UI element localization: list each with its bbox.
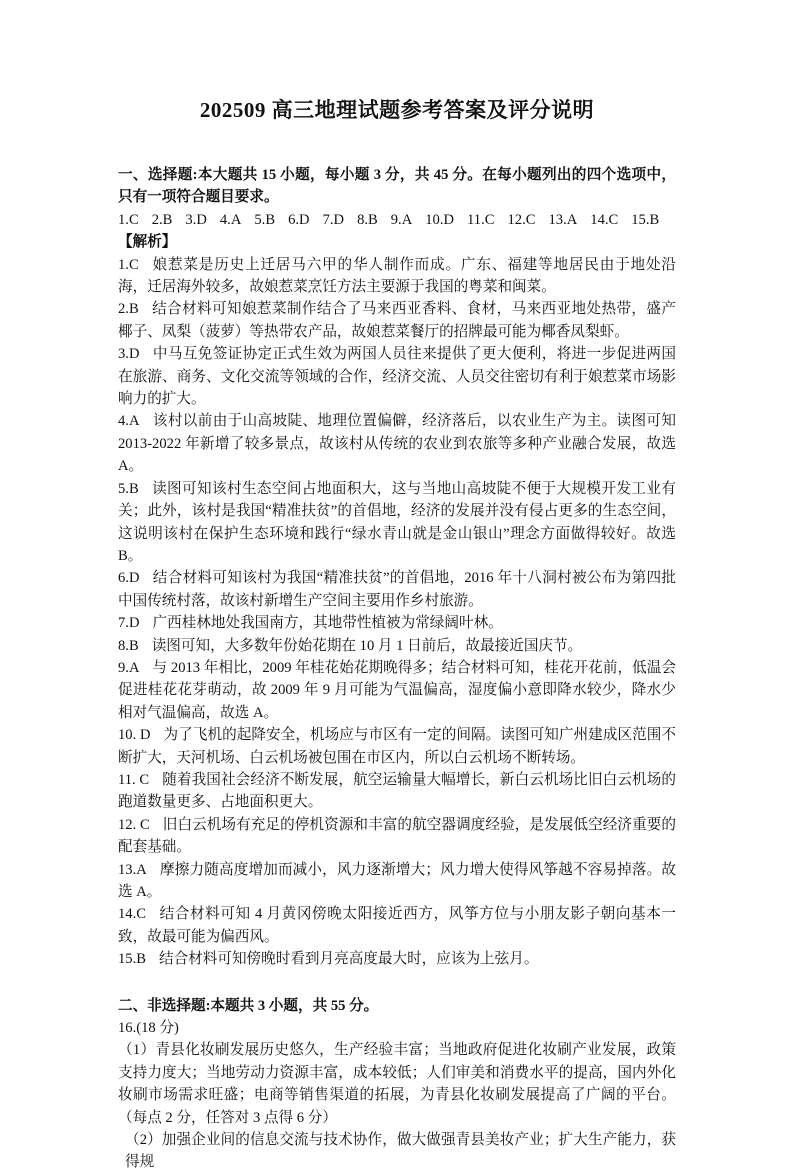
answer-item: 4.A: [219, 211, 242, 228]
analysis-label: 【解析】: [118, 234, 177, 251]
explanation-text: 结合材料可知娘惹菜制作结合了马来西亚香料、食材，马来西亚地处热带，盛产椰子、凤梨（菠萝）等热带农产品，故娘惹菜餐厅的招牌最可能为椰香凤梨虾。: [118, 301, 676, 340]
explanation-item: [118, 769, 676, 814]
explanation-item: [118, 343, 676, 410]
question-16-part-2: （2）加强企业间的信息交流与技术协作，做大做强青县美妆产业；扩大生产能力，获得规: [125, 1132, 676, 1171]
answer-item: 9.A: [390, 211, 413, 228]
answer-item: 12.C: [507, 211, 536, 228]
explanation-item: [118, 298, 676, 343]
explanation-text: 娘惹菜是历史上迁居马六甲的华人制作而成。广东、福建等地居民由于地处沿海，迁居海外较多，故娘惹菜烹饪方法主要源于我国的粤菜和闽菜。: [118, 256, 676, 296]
explanation-number: 12. C: [118, 816, 150, 833]
answer-item: 13.A: [548, 211, 578, 228]
explanation-text: 为了飞机的起降安全，机场应与市区有一定的间隔。读图可知广州建成区范围不断扩大，天河机场、白云机场被包围在市区内，所以白云机场不断转场。: [118, 727, 676, 766]
explanation-number: 3.D: [118, 346, 140, 363]
explanation-number: 6.D: [118, 570, 140, 587]
explanation-item: [118, 635, 676, 657]
explanation-number: 2.B: [118, 301, 139, 318]
explanation-number: 14.C: [118, 906, 146, 923]
answer-item: 14.C: [590, 211, 619, 228]
answer-item: 3.D: [185, 211, 207, 228]
answer-item: 1.C: [118, 211, 139, 228]
explanation-number: 7.D: [118, 615, 140, 632]
answer-item: 11.C: [467, 211, 495, 228]
answer-item: 7.D: [322, 211, 345, 228]
explanation-text: 广西桂林地处我国南方，其地带性植被为常绿阔叶林。: [152, 615, 503, 632]
explanation-number: 15.B: [118, 951, 146, 968]
explanation-item: [118, 903, 676, 948]
explanation-number: 13.A: [118, 861, 147, 878]
question-16-part-1: （1）青县化妆刷发展历史悠久，生产经验丰富；当地政府促进化妆刷产业发展，政策支持力度大；当地劳动力资源丰富，成本较低；人们审美和消费水平的提高，国内外化妆刷市场需求旺盛；电商等销售渠道的拓展，为青县化妆刷发展提高了广阔的平台。（每点 2 分，任答对 3 点得 6 分）: [118, 1042, 676, 1126]
explanation-text: 与 2013 年相比，2009 年桂花始花期晚得多；结合材料可知，桂花开花前，低温会促进桂花花芽萌动，故 2009 年 9 月可能为气温偏高，湿度偏小意即降水较少，降水少相对气温偏高，故选 A。: [118, 659, 676, 721]
explanation-item: [118, 254, 676, 299]
explanation-item: [118, 859, 676, 904]
explanation-item: [118, 724, 676, 769]
explanation-text: 中马互免签证协定正式生效为两国人员往来提供了更大便利，将进一步促进两国在旅游、商务、文化交流等领域的合作，经济交流、人员交往密切有利于娘惹菜市场影响力的扩大。: [118, 346, 676, 408]
explanation-item: [118, 657, 676, 724]
explanation-item: [118, 410, 676, 477]
explanation-item: [118, 948, 676, 970]
section-choice-heading: 一、选择题:本大题共 15 小题，每小题 3 分，共 45 分。在每小题列出的四个选项中，只有一项符合题目要求。: [118, 167, 676, 206]
explanations-list: [118, 254, 676, 971]
explanation-number: 5.B: [118, 480, 139, 497]
answer-item: 6.D: [288, 211, 310, 228]
section-nonchoice-heading: 二、非选择题:本题共 3 小题，共 55 分。: [118, 997, 379, 1014]
explanation-text: 读图可知该村生态空间占地面积大，这与当地山高坡陡不便于大规模开发工业有关；此外，该村是我国“精准扶贫”的首倡地，经济的发展并没有侵占更多的生态空间，这说明该村在保护生态环境和践行“绿水青山就是金山银山”理念方面做得较好。故选 B。: [118, 480, 676, 564]
explanation-text: 结合材料可知 4 月黄冈傍晚太阳接近西方，风筝方位与小朋友影子朝向基本一致，故最可能为偏西风。: [118, 906, 676, 945]
explanation-number: 9.A: [118, 659, 140, 676]
explanation-item: [118, 612, 676, 634]
answer-key: [118, 209, 676, 231]
document-title: 202509 高三地理试题参考答案及评分说明: [199, 98, 595, 122]
explanation-number: 10. D: [118, 727, 151, 744]
explanation-number: 8.B: [118, 637, 139, 654]
explanation-text: 结合材料可知该村为我国“精准扶贫”的首倡地，2016 年十八洞村被公布为第四批中国传统村落，故该村新增生产空间主要用作乡村旅游。: [118, 570, 676, 609]
explanation-number: 11. C: [118, 771, 150, 788]
answer-item: 10.D: [425, 211, 455, 228]
explanation-text: 旧白云机场有充足的停机资源和丰富的航空器调度经验，是发展低空经济重要的配套基础。: [118, 816, 676, 856]
question-16-label: 16.(18 分): [118, 1020, 179, 1037]
explanation-number: 1.C: [118, 256, 139, 273]
explanation-text: 该村以前由于山高坡陡、地理位置偏僻，经济落后，以农业生产为主。读图可知 2013-2022 年新增了较多景点，故该村从传统的农业到农旅等多种产业融合发展，故选 A。: [118, 413, 676, 475]
answer-item: 8.B: [357, 211, 378, 228]
explanation-text: 随着我国社会经济不断发展，航空运输量大幅增长，新白云机场比旧白云机场的跑道数量更多、占地面积更大。: [118, 771, 676, 811]
explanation-text: 摩擦力随高度增加而减小，风力逐渐增大；风力增大使得风筝越不容易掉落。故选 A。: [118, 861, 676, 900]
explanation-item: [118, 567, 676, 612]
explanation-text: 结合材料可知傍晚时看到月亮高度最大时，应该为上弦月。: [158, 951, 539, 968]
answer-item: 5.B: [254, 211, 276, 228]
answer-item: 15.B: [631, 211, 660, 228]
answer-item: 2.B: [151, 211, 173, 228]
explanation-item: [118, 478, 676, 568]
explanation-item: [118, 814, 676, 859]
explanation-number: 4.A: [118, 413, 140, 430]
explanation-text: 读图可知，大多数年份始花期在 10 月 1 日前后，故最接近国庆节。: [151, 637, 583, 654]
